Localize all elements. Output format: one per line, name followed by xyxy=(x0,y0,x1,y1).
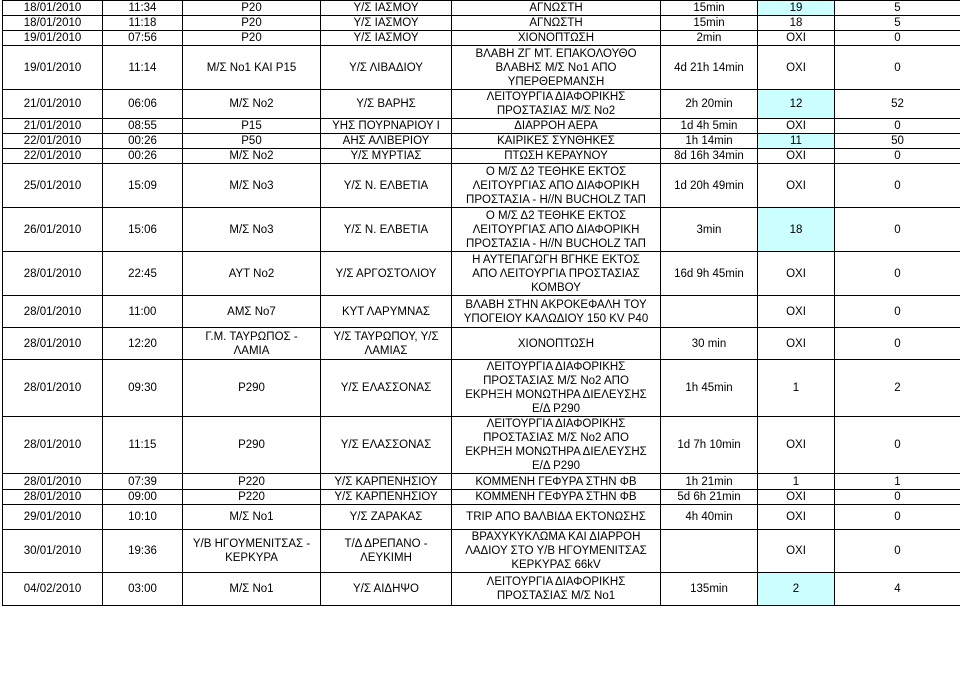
time-cell: 09:30 xyxy=(103,360,183,417)
element-cell: Μ/Σ Νο1 ΚΑΙ P15 xyxy=(183,46,321,90)
duration-cell: 4d 21h 14min xyxy=(661,46,758,90)
duration-cell: 3min xyxy=(661,208,758,252)
element-cell: Γ.Μ. ΤΑΥΡΩΠΟΣ - ΛΑΜΙΑ xyxy=(183,328,321,360)
cause-cell: Ο Μ/Σ Δ2 ΤΕΘΗΚΕ ΕΚΤΟΣ ΛΕΙΤΟΥΡΓΙΑΣ ΑΠΟ ΔΙΑΦΟΡΙΚΗ ΠΡΟΣΤΑΣΙΑ - Η//Ν BUCHOLZ ΤΑΠ xyxy=(452,164,661,208)
time-cell: 11:18 xyxy=(103,16,183,31)
cause-cell: Η ΑΥΤΕΠΑΓΩΓΗ ΒΓΗΚΕ ΕΚΤΟΣ ΑΠΟ ΛΕΙΤΟΥΡΓΙΑ ΠΡΟΣΤΑΣΙΑΣ ΚΟΜΒΟΥ xyxy=(452,252,661,296)
substation-cell: Υ/Σ ΙΑΣΜΟΥ xyxy=(321,1,452,16)
date-cell: 18/01/2010 xyxy=(3,16,103,31)
date-cell: 28/01/2010 xyxy=(3,252,103,296)
substation-cell: ΥΗΣ ΠΟΥΡΝΑΡΙΟΥ Ι xyxy=(321,119,452,134)
load-cell: 2 xyxy=(835,360,960,417)
load-cell: 0 xyxy=(835,164,960,208)
cause-cell: ΚΟΜΜΕΝΗ ΓΕΦΥΡΑ ΣΤΗΝ ΦΒ xyxy=(452,490,661,505)
cause-cell: ΑΓΝΩΣΤΗ xyxy=(452,16,661,31)
duration-cell: 30 min xyxy=(661,328,758,360)
load-cell: 5 xyxy=(835,1,960,16)
customers-cell: ΟΧΙ xyxy=(758,328,835,360)
load-cell: 50 xyxy=(835,134,960,149)
customers-cell: 12 xyxy=(758,90,835,119)
cause-cell: ΒΛΑΒΗ ΖΓ ΜΤ. ΕΠΑΚΟΛΟΥΘΟ ΒΛΑΒΗΣ Μ/Σ Νο1 ΑΠΟ ΥΠΕΡΘΕΡΜΑΝΣΗ xyxy=(452,46,661,90)
duration-cell xyxy=(661,530,758,573)
cause-cell: ΧΙΟΝΟΠΤΩΣΗ xyxy=(452,31,661,46)
duration-cell: 2h 20min xyxy=(661,90,758,119)
customers-cell: ΟΧΙ xyxy=(758,505,835,530)
element-cell: P50 xyxy=(183,134,321,149)
outage-log-table xyxy=(2,0,960,606)
date-cell: 28/01/2010 xyxy=(3,417,103,474)
time-cell: 10:10 xyxy=(103,505,183,530)
table-row xyxy=(3,417,960,474)
substation-cell: Υ/Σ ΜΥΡΤΙΑΣ xyxy=(321,149,452,164)
element-cell: Μ/Σ Νο3 xyxy=(183,208,321,252)
substation-cell: Υ/Σ ΚΑΡΠΕΝΗΣΙΟΥ xyxy=(321,490,452,505)
time-cell: 11:14 xyxy=(103,46,183,90)
time-cell: 00:26 xyxy=(103,149,183,164)
customers-cell: ΟΧΙ xyxy=(758,31,835,46)
table-row xyxy=(3,1,960,16)
duration-cell: 8d 16h 34min xyxy=(661,149,758,164)
time-cell: 07:39 xyxy=(103,474,183,490)
duration-cell: 15min xyxy=(661,16,758,31)
date-cell: 04/02/2010 xyxy=(3,573,103,606)
table-row xyxy=(3,149,960,164)
duration-cell: 15min xyxy=(661,1,758,16)
time-cell: 08:55 xyxy=(103,119,183,134)
element-cell: Μ/Σ Νο2 xyxy=(183,149,321,164)
cause-cell: ΛΕΙΤΟΥΡΓΙΑ ΔΙΑΦΟΡΙΚΗΣ ΠΡΟΣΤΑΣΙΑΣ Μ/Σ Νο2 xyxy=(452,90,661,119)
cause-cell: ΛΕΙΤΟΥΡΓΙΑ ΔΙΑΦΟΡΙΚΗΣ ΠΡΟΣΤΑΣΙΑΣ Μ/Σ Νο1 xyxy=(452,573,661,606)
duration-cell: 1d 20h 49min xyxy=(661,164,758,208)
time-cell: 00:26 xyxy=(103,134,183,149)
customers-cell: ΟΧΙ xyxy=(758,530,835,573)
load-cell: 0 xyxy=(835,417,960,474)
duration-cell: 135min xyxy=(661,573,758,606)
table-row xyxy=(3,31,960,46)
load-cell: 0 xyxy=(835,490,960,505)
duration-cell: 1d 7h 10min xyxy=(661,417,758,474)
load-cell: 0 xyxy=(835,530,960,573)
time-cell: 09:00 xyxy=(103,490,183,505)
load-cell: 0 xyxy=(835,208,960,252)
date-cell: 18/01/2010 xyxy=(3,1,103,16)
cause-cell: ΠΤΩΣΗ ΚΕΡΑΥΝΟΥ xyxy=(452,149,661,164)
substation-cell: Τ/Δ ΔΡΕΠΑΝΟ - ΛΕΥΚΙΜΗ xyxy=(321,530,452,573)
cause-cell: ΧΙΟΝΟΠΤΩΣΗ xyxy=(452,328,661,360)
time-cell: 07:56 xyxy=(103,31,183,46)
element-cell: Μ/Σ Νο1 xyxy=(183,505,321,530)
load-cell: 0 xyxy=(835,252,960,296)
date-cell: 26/01/2010 xyxy=(3,208,103,252)
element-cell: P15 xyxy=(183,119,321,134)
time-cell: 15:06 xyxy=(103,208,183,252)
customers-cell: 2 xyxy=(758,573,835,606)
outage-log-body xyxy=(3,1,960,606)
date-cell: 28/01/2010 xyxy=(3,296,103,328)
duration-cell: 4h 40min xyxy=(661,505,758,530)
element-cell: P290 xyxy=(183,417,321,474)
table-row xyxy=(3,474,960,490)
time-cell: 12:20 xyxy=(103,328,183,360)
table-row xyxy=(3,573,960,606)
load-cell: 0 xyxy=(835,46,960,90)
cause-cell: ΚΟΜΜΕΝΗ ΓΕΦΥΡΑ ΣΤΗΝ ΦΒ xyxy=(452,474,661,490)
customers-cell: 18 xyxy=(758,16,835,31)
cause-cell: ΚΑΙΡΙΚΕΣ ΣΥΝΘΗΚΕΣ xyxy=(452,134,661,149)
table-row xyxy=(3,46,960,90)
table-row xyxy=(3,16,960,31)
date-cell: 25/01/2010 xyxy=(3,164,103,208)
time-cell: 22:45 xyxy=(103,252,183,296)
customers-cell: 1 xyxy=(758,474,835,490)
customers-cell: ΟΧΙ xyxy=(758,119,835,134)
date-cell: 22/01/2010 xyxy=(3,134,103,149)
load-cell: 0 xyxy=(835,328,960,360)
table-row xyxy=(3,164,960,208)
time-cell: 03:00 xyxy=(103,573,183,606)
substation-cell: Υ/Σ ΤΑΥΡΩΠΟΥ, Υ/Σ ΛΑΜΙΑΣ xyxy=(321,328,452,360)
date-cell: 28/01/2010 xyxy=(3,328,103,360)
table-row xyxy=(3,119,960,134)
table-row xyxy=(3,328,960,360)
date-cell: 28/01/2010 xyxy=(3,360,103,417)
cause-cell: ΒΡΑΧΥΚΥΚΛΩΜΑ ΚΑΙ ΔΙΑΡΡΟΗ ΛΑΔΙΟΥ ΣΤΟ Υ/Β ΗΓΟΥΜΕΝΙΤΣΑΣ ΚΕΡΚΥΡΑΣ 66kV xyxy=(452,530,661,573)
cause-cell: ΔΙΑΡΡΟΗ ΑΕΡΑ xyxy=(452,119,661,134)
element-cell: P220 xyxy=(183,490,321,505)
time-cell: 11:15 xyxy=(103,417,183,474)
element-cell: P20 xyxy=(183,1,321,16)
element-cell: Μ/Σ Νο3 xyxy=(183,164,321,208)
load-cell: 0 xyxy=(835,296,960,328)
load-cell: 0 xyxy=(835,149,960,164)
element-cell: P220 xyxy=(183,474,321,490)
time-cell: 11:34 xyxy=(103,1,183,16)
duration-cell: 5d 6h 21min xyxy=(661,490,758,505)
duration-cell xyxy=(661,296,758,328)
time-cell: 11:00 xyxy=(103,296,183,328)
substation-cell: Υ/Σ ΑΡΓΟΣΤΟΛΙΟΥ xyxy=(321,252,452,296)
load-cell: 1 xyxy=(835,474,960,490)
load-cell: 4 xyxy=(835,573,960,606)
table-row xyxy=(3,90,960,119)
substation-cell: ΚΥΤ ΛΑΡΥΜΝΑΣ xyxy=(321,296,452,328)
date-cell: 19/01/2010 xyxy=(3,31,103,46)
substation-cell: Υ/Σ ΑΙΔΗΨΟ xyxy=(321,573,452,606)
element-cell: P20 xyxy=(183,16,321,31)
substation-cell: Υ/Σ ΖΑΡΑΚΑΣ xyxy=(321,505,452,530)
table-row xyxy=(3,208,960,252)
customers-cell: ΟΧΙ xyxy=(758,490,835,505)
duration-cell: 1d 4h 5min xyxy=(661,119,758,134)
element-cell: P290 xyxy=(183,360,321,417)
table-row xyxy=(3,252,960,296)
date-cell: 21/01/2010 xyxy=(3,119,103,134)
load-cell: 5 xyxy=(835,16,960,31)
substation-cell: ΑΗΣ ΑΛΙΒΕΡΙΟΥ xyxy=(321,134,452,149)
duration-cell: 16d 9h 45min xyxy=(661,252,758,296)
duration-cell: 1h 45min xyxy=(661,360,758,417)
duration-cell: 2min xyxy=(661,31,758,46)
substation-cell: Υ/Σ Ν. ΕΛΒΕΤΙΑ xyxy=(321,164,452,208)
cause-cell: ΑΓΝΩΣΤΗ xyxy=(452,1,661,16)
duration-cell: 1h 21min xyxy=(661,474,758,490)
element-cell: ΑΜΣ Νο7 xyxy=(183,296,321,328)
table-row xyxy=(3,296,960,328)
customers-cell: 1 xyxy=(758,360,835,417)
date-cell: 28/01/2010 xyxy=(3,490,103,505)
customers-cell: ΟΧΙ xyxy=(758,164,835,208)
customers-cell: 18 xyxy=(758,208,835,252)
load-cell: 0 xyxy=(835,505,960,530)
load-cell: 0 xyxy=(835,119,960,134)
cause-cell: ΛΕΙΤΟΥΡΓΙΑ ΔΙΑΦΟΡΙΚΗΣ ΠΡΟΣΤΑΣΙΑΣ Μ/Σ Νο2 ΑΠΟ ΕΚΡΗΞΗ ΜΟΝΩΤΗΡΑ ΔΙΕΛΕΥΣΗΣ Ε/Δ P290 xyxy=(452,417,661,474)
time-cell: 19:36 xyxy=(103,530,183,573)
cause-cell: ΒΛΑΒΗ ΣΤΗΝ ΑΚΡΟΚΕΦΑΛΗ ΤΟΥ ΥΠΟΓΕΙΟΥ ΚΑΛΩΔΙΟΥ 150 KV P40 xyxy=(452,296,661,328)
date-cell: 21/01/2010 xyxy=(3,90,103,119)
table-row xyxy=(3,505,960,530)
date-cell: 19/01/2010 xyxy=(3,46,103,90)
substation-cell: Υ/Σ ΙΑΣΜΟΥ xyxy=(321,16,452,31)
substation-cell: Υ/Σ ΕΛΑΣΣΟΝΑΣ xyxy=(321,360,452,417)
table-row xyxy=(3,490,960,505)
cause-cell: TRIP ΑΠΟ ΒΑΛΒΙΔΑ ΕΚΤΟΝΩΣΗΣ xyxy=(452,505,661,530)
load-cell: 52 xyxy=(835,90,960,119)
substation-cell: Υ/Σ ΚΑΡΠΕΝΗΣΙΟΥ xyxy=(321,474,452,490)
customers-cell: ΟΧΙ xyxy=(758,149,835,164)
load-cell: 0 xyxy=(835,31,960,46)
table-row xyxy=(3,134,960,149)
date-cell: 30/01/2010 xyxy=(3,530,103,573)
customers-cell: 11 xyxy=(758,134,835,149)
cause-cell: ΛΕΙΤΟΥΡΓΙΑ ΔΙΑΦΟΡΙΚΗΣ ΠΡΟΣΤΑΣΙΑΣ Μ/Σ Νο2 ΑΠΟ ΕΚΡΗΞΗ ΜΟΝΩΤΗΡΑ ΔΙΕΛΕΥΣΗΣ Ε/Δ P290 xyxy=(452,360,661,417)
date-cell: 29/01/2010 xyxy=(3,505,103,530)
element-cell: Υ/Β ΗΓΟΥΜΕΝΙΤΣΑΣ - ΚΕΡΚΥΡΑ xyxy=(183,530,321,573)
element-cell: Μ/Σ Νο2 xyxy=(183,90,321,119)
table-row xyxy=(3,530,960,573)
customers-cell: ΟΧΙ xyxy=(758,252,835,296)
element-cell: P20 xyxy=(183,31,321,46)
time-cell: 06:06 xyxy=(103,90,183,119)
substation-cell: Υ/Σ ΒΑΡΗΣ xyxy=(321,90,452,119)
substation-cell: Υ/Σ Ν. ΕΛΒΕΤΙΑ xyxy=(321,208,452,252)
customers-cell: 19 xyxy=(758,1,835,16)
substation-cell: Υ/Σ ΙΑΣΜΟΥ xyxy=(321,31,452,46)
date-cell: 28/01/2010 xyxy=(3,474,103,490)
substation-cell: Υ/Σ ΛΙΒΑΔΙΟΥ xyxy=(321,46,452,90)
substation-cell: Υ/Σ ΕΛΑΣΣΟΝΑΣ xyxy=(321,417,452,474)
customers-cell: ΟΧΙ xyxy=(758,417,835,474)
customers-cell: ΟΧΙ xyxy=(758,296,835,328)
customers-cell: ΟΧΙ xyxy=(758,46,835,90)
element-cell: ΑΥΤ Νο2 xyxy=(183,252,321,296)
time-cell: 15:09 xyxy=(103,164,183,208)
table-row xyxy=(3,360,960,417)
date-cell: 22/01/2010 xyxy=(3,149,103,164)
element-cell: Μ/Σ Νο1 xyxy=(183,573,321,606)
cause-cell: Ο Μ/Σ Δ2 ΤΕΘΗΚΕ ΕΚΤΟΣ ΛΕΙΤΟΥΡΓΙΑΣ ΑΠΟ ΔΙΑΦΟΡΙΚΗ ΠΡΟΣΤΑΣΙΑ - Η//Ν BUCHOLZ ΤΑΠ xyxy=(452,208,661,252)
duration-cell: 1h 14min xyxy=(661,134,758,149)
